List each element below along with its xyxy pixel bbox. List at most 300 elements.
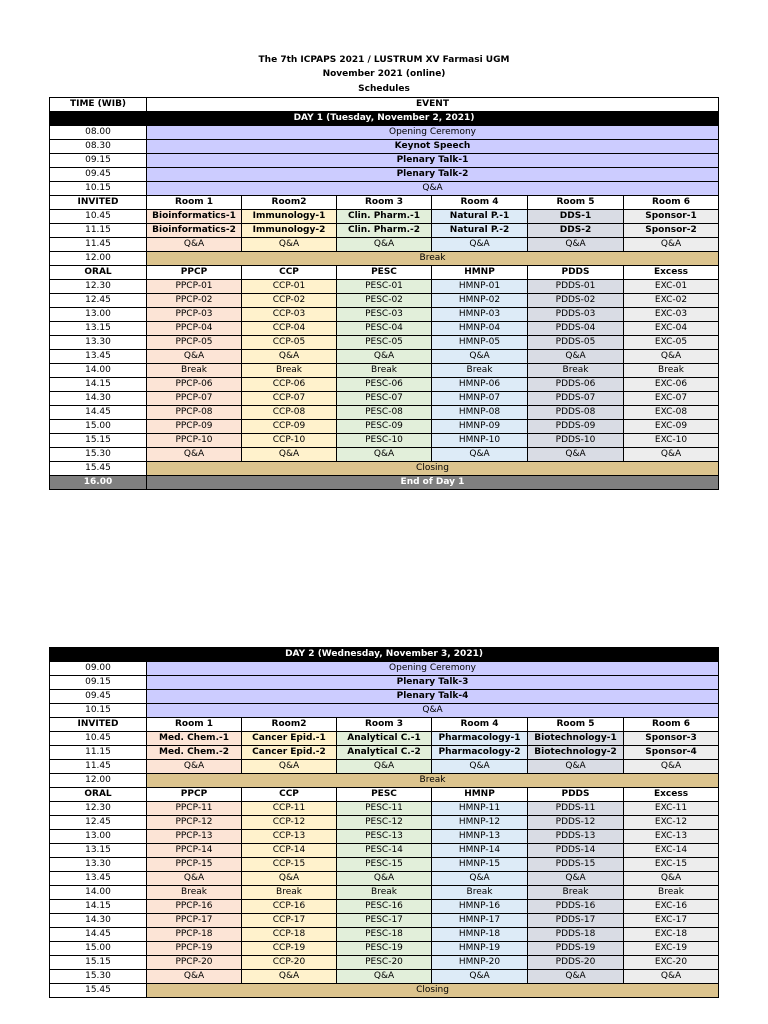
session-cell: HMNP-04 <box>432 322 528 336</box>
session-cell: PESC-01 <box>337 280 432 294</box>
session-cell: PDDS-14 <box>528 844 624 858</box>
session-row <box>50 760 719 774</box>
session-cell: Q&A <box>147 970 242 984</box>
session-cell: PESC-04 <box>337 322 432 336</box>
session-cell: PESC-17 <box>337 914 432 928</box>
session-row <box>50 858 719 872</box>
room-header-cell: PPCP <box>147 266 242 280</box>
session-cell: Q&A <box>432 238 528 252</box>
session-cell: PPCP-17 <box>147 914 242 928</box>
session-cell: PPCP-18 <box>147 928 242 942</box>
session-row <box>50 224 719 238</box>
session-cell: Break <box>624 886 719 900</box>
session-cell: CCP-16 <box>242 900 337 914</box>
session-cell: Break <box>337 364 432 378</box>
session-cell: Q&A <box>147 448 242 462</box>
time-cell: 12.30 <box>50 802 147 816</box>
session-cell: PPCP-13 <box>147 830 242 844</box>
day1-schedule-table <box>49 97 719 490</box>
session-cell: Q&A <box>432 760 528 774</box>
time-cell: 15.15 <box>50 956 147 970</box>
session-row <box>50 378 719 392</box>
session-cell: CCP-06 <box>242 378 337 392</box>
session-cell: PESC-05 <box>337 336 432 350</box>
time-cell: 13.00 <box>50 308 147 322</box>
time-cell: 10.45 <box>50 732 147 746</box>
session-cell: PPCP-09 <box>147 420 242 434</box>
room-header-cell: HMNP <box>432 266 528 280</box>
session-cell: PDDS-12 <box>528 816 624 830</box>
session-cell: EXC-07 <box>624 392 719 406</box>
session-cell: PESC-12 <box>337 816 432 830</box>
session-row <box>50 336 719 350</box>
session-cell: HMNP-17 <box>432 914 528 928</box>
session-cell: CCP-03 <box>242 308 337 322</box>
time-cell: 15.45 <box>50 462 147 476</box>
time-cell: 13.00 <box>50 830 147 844</box>
session-cell: Break <box>147 886 242 900</box>
session-header-row <box>50 266 719 280</box>
session-cell: HMNP-09 <box>432 420 528 434</box>
session-cell: Q&A <box>528 238 624 252</box>
session-row <box>50 434 719 448</box>
session-cell: CCP-12 <box>242 816 337 830</box>
session-cell: PDDS-05 <box>528 336 624 350</box>
time-cell: 15.15 <box>50 434 147 448</box>
session-cell: PESC-20 <box>337 956 432 970</box>
session-cell: PDDS-06 <box>528 378 624 392</box>
session-cell: PPCP-19 <box>147 942 242 956</box>
room-header-cell: Room2 <box>242 196 337 210</box>
session-cell: PESC-11 <box>337 802 432 816</box>
session-cell: EXC-19 <box>624 942 719 956</box>
session-cell: CCP-20 <box>242 956 337 970</box>
break-row <box>50 774 719 788</box>
plenary-row <box>50 662 719 676</box>
session-cell: PPCP-02 <box>147 294 242 308</box>
event-cell: Plenary Talk-3 <box>147 676 719 690</box>
room-header-cell: Room 6 <box>624 196 719 210</box>
session-cell: Break <box>528 364 624 378</box>
session-cell: Med. Chem.-2 <box>147 746 242 760</box>
time-cell: 15.30 <box>50 448 147 462</box>
session-row <box>50 844 719 858</box>
session-row <box>50 956 719 970</box>
room-header-cell: Excess <box>624 788 719 802</box>
time-cell: 11.45 <box>50 760 147 774</box>
session-row <box>50 802 719 816</box>
session-cell: PESC-09 <box>337 420 432 434</box>
session-cell: HMNP-16 <box>432 900 528 914</box>
session-cell: EXC-09 <box>624 420 719 434</box>
document-subtitle: November 2021 (online) <box>322 69 446 79</box>
document-section-label: Schedules <box>358 84 410 94</box>
session-row <box>50 322 719 336</box>
session-cell: EXC-01 <box>624 280 719 294</box>
session-cell: Q&A <box>432 448 528 462</box>
session-cell: PPCP-01 <box>147 280 242 294</box>
time-cell: 14.30 <box>50 914 147 928</box>
session-cell: Break <box>432 886 528 900</box>
session-cell: Bioinformatics-2 <box>147 224 242 238</box>
room-header-cell: Room 3 <box>337 718 432 732</box>
time-cell: 09.00 <box>50 662 147 676</box>
event-cell: Q&A <box>147 704 719 718</box>
time-cell: 15.30 <box>50 970 147 984</box>
session-cell: CCP-19 <box>242 942 337 956</box>
session-cell: Pharmacology-1 <box>432 732 528 746</box>
session-cell: Q&A <box>624 238 719 252</box>
session-cell: Q&A <box>337 350 432 364</box>
time-cell: 10.15 <box>50 182 147 196</box>
session-cell: EXC-18 <box>624 928 719 942</box>
session-cell: HMNP-12 <box>432 816 528 830</box>
time-cell: 13.45 <box>50 350 147 364</box>
session-cell: PPCP-12 <box>147 816 242 830</box>
session-row <box>50 928 719 942</box>
session-cell: EXC-05 <box>624 336 719 350</box>
session-type-label: INVITED <box>50 718 147 732</box>
session-cell: PDDS-07 <box>528 392 624 406</box>
session-cell: DDS-2 <box>528 224 624 238</box>
session-cell: Q&A <box>337 872 432 886</box>
session-row <box>50 970 719 984</box>
event-cell: Opening Ceremony <box>147 662 719 676</box>
session-cell: Analytical C.-2 <box>337 746 432 760</box>
session-cell: Biotechnology-2 <box>528 746 624 760</box>
session-cell: EXC-04 <box>624 322 719 336</box>
break-cell: Break <box>147 774 719 788</box>
session-cell: HMNP-15 <box>432 858 528 872</box>
session-cell: EXC-03 <box>624 308 719 322</box>
session-cell: HMNP-01 <box>432 280 528 294</box>
session-cell: Sponsor-4 <box>624 746 719 760</box>
session-cell: Natural P.-1 <box>432 210 528 224</box>
session-row <box>50 210 719 224</box>
room-header-cell: Room2 <box>242 718 337 732</box>
time-cell: 14.45 <box>50 406 147 420</box>
session-cell: HMNP-14 <box>432 844 528 858</box>
session-row <box>50 294 719 308</box>
break-row <box>50 252 719 266</box>
session-cell: PDDS-15 <box>528 858 624 872</box>
session-cell: Q&A <box>528 350 624 364</box>
session-cell: Break <box>242 886 337 900</box>
session-cell: Sponsor-2 <box>624 224 719 238</box>
session-cell: HMNP-06 <box>432 378 528 392</box>
plenary-row <box>50 168 719 182</box>
time-cell: 13.15 <box>50 844 147 858</box>
session-cell: Q&A <box>242 970 337 984</box>
room-header-cell: Room 4 <box>432 196 528 210</box>
session-cell: Sponsor-3 <box>624 732 719 746</box>
time-cell: 11.15 <box>50 224 147 238</box>
session-cell: EXC-11 <box>624 802 719 816</box>
time-cell: 09.45 <box>50 690 147 704</box>
session-cell: CCP-04 <box>242 322 337 336</box>
session-cell: PPCP-05 <box>147 336 242 350</box>
session-cell: PESC-08 <box>337 406 432 420</box>
room-header-cell: PESC <box>337 266 432 280</box>
plenary-row <box>50 154 719 168</box>
session-cell: HMNP-11 <box>432 802 528 816</box>
session-cell: PDDS-08 <box>528 406 624 420</box>
session-cell: PDDS-03 <box>528 308 624 322</box>
session-cell: Q&A <box>147 238 242 252</box>
session-cell: Q&A <box>624 872 719 886</box>
session-cell: EXC-12 <box>624 816 719 830</box>
time-cell: 13.15 <box>50 322 147 336</box>
session-cell: Q&A <box>528 970 624 984</box>
session-cell: PDDS-18 <box>528 928 624 942</box>
session-cell: Q&A <box>337 448 432 462</box>
session-cell: Q&A <box>432 970 528 984</box>
session-cell: PDDS-20 <box>528 956 624 970</box>
session-cell: Med. Chem.-1 <box>147 732 242 746</box>
column-header-row <box>50 98 719 112</box>
day-title-row <box>50 112 719 126</box>
break-cell: Closing <box>147 984 719 998</box>
time-cell: 14.45 <box>50 928 147 942</box>
day-title: DAY 2 (Wednesday, November 3, 2021) <box>50 648 719 662</box>
session-cell: PDDS-01 <box>528 280 624 294</box>
time-cell: 14.15 <box>50 900 147 914</box>
break-row <box>50 462 719 476</box>
session-cell: CCP-14 <box>242 844 337 858</box>
session-row <box>50 238 719 252</box>
session-cell: Natural P.-2 <box>432 224 528 238</box>
time-cell: 12.45 <box>50 816 147 830</box>
session-cell: Q&A <box>337 238 432 252</box>
day-title: DAY 1 (Tuesday, November 2, 2021) <box>50 112 719 126</box>
event-column-header: EVENT <box>147 98 719 112</box>
time-cell: 15.00 <box>50 942 147 956</box>
plenary-row <box>50 676 719 690</box>
plenary-row <box>50 690 719 704</box>
session-cell: PPCP-04 <box>147 322 242 336</box>
session-cell: PESC-14 <box>337 844 432 858</box>
time-cell: 13.30 <box>50 336 147 350</box>
event-cell: Plenary Talk-4 <box>147 690 719 704</box>
session-cell: CCP-11 <box>242 802 337 816</box>
session-cell: HMNP-08 <box>432 406 528 420</box>
time-cell: 10.15 <box>50 704 147 718</box>
session-cell: PPCP-16 <box>147 900 242 914</box>
session-cell: PESC-07 <box>337 392 432 406</box>
session-type-label: ORAL <box>50 788 147 802</box>
session-cell: Q&A <box>242 760 337 774</box>
session-row <box>50 392 719 406</box>
session-cell: PESC-18 <box>337 928 432 942</box>
session-cell: HMNP-10 <box>432 434 528 448</box>
session-cell: Q&A <box>242 350 337 364</box>
session-cell: Q&A <box>432 350 528 364</box>
room-header-cell: PESC <box>337 788 432 802</box>
session-cell: Q&A <box>337 760 432 774</box>
session-cell: HMNP-02 <box>432 294 528 308</box>
session-row <box>50 830 719 844</box>
session-cell: Q&A <box>432 872 528 886</box>
session-cell: Clin. Pharm.-2 <box>337 224 432 238</box>
session-cell: Q&A <box>147 872 242 886</box>
session-cell: Q&A <box>147 760 242 774</box>
session-cell: HMNP-18 <box>432 928 528 942</box>
session-cell: PPCP-08 <box>147 406 242 420</box>
time-cell: 12.00 <box>50 774 147 788</box>
session-cell: Break <box>624 364 719 378</box>
session-cell: DDS-1 <box>528 210 624 224</box>
day2-schedule-table <box>49 647 719 998</box>
room-header-cell: PDDS <box>528 266 624 280</box>
session-cell: PESC-02 <box>337 294 432 308</box>
session-row <box>50 886 719 900</box>
session-cell: PPCP-07 <box>147 392 242 406</box>
session-cell: PPCP-10 <box>147 434 242 448</box>
time-column-header: TIME (WIB) <box>50 98 147 112</box>
session-cell: Q&A <box>624 970 719 984</box>
break-cell: Break <box>147 252 719 266</box>
time-cell: 12.00 <box>50 252 147 266</box>
session-cell: CCP-01 <box>242 280 337 294</box>
time-cell: 14.15 <box>50 378 147 392</box>
event-cell: Plenary Talk-2 <box>147 168 719 182</box>
session-cell: CCP-18 <box>242 928 337 942</box>
room-header-cell: Room 6 <box>624 718 719 732</box>
time-cell: 14.00 <box>50 364 147 378</box>
session-cell: Break <box>337 886 432 900</box>
time-cell: 14.30 <box>50 392 147 406</box>
session-cell: EXC-10 <box>624 434 719 448</box>
session-cell: Cancer Epid.-2 <box>242 746 337 760</box>
session-cell: HMNP-07 <box>432 392 528 406</box>
session-cell: Biotechnology-1 <box>528 732 624 746</box>
session-cell: Break <box>147 364 242 378</box>
session-cell: EXC-08 <box>624 406 719 420</box>
session-header-row <box>50 788 719 802</box>
session-cell: Immunology-1 <box>242 210 337 224</box>
session-cell: CCP-13 <box>242 830 337 844</box>
end-of-day-row <box>50 476 719 490</box>
session-cell: PESC-03 <box>337 308 432 322</box>
session-cell: PESC-13 <box>337 830 432 844</box>
session-cell: Q&A <box>242 872 337 886</box>
time-cell: 08.00 <box>50 126 147 140</box>
session-cell: PDDS-11 <box>528 802 624 816</box>
session-cell: EXC-17 <box>624 914 719 928</box>
session-cell: PPCP-11 <box>147 802 242 816</box>
session-cell: Pharmacology-2 <box>432 746 528 760</box>
break-cell: Closing <box>147 462 719 476</box>
plenary-row <box>50 126 719 140</box>
session-cell: PDDS-02 <box>528 294 624 308</box>
session-cell: EXC-02 <box>624 294 719 308</box>
session-cell: PDDS-19 <box>528 942 624 956</box>
session-cell: PPCP-20 <box>147 956 242 970</box>
session-cell: Sponsor-1 <box>624 210 719 224</box>
event-cell: Opening Ceremony <box>147 126 719 140</box>
session-cell: EXC-16 <box>624 900 719 914</box>
time-cell: 12.30 <box>50 280 147 294</box>
session-row <box>50 448 719 462</box>
session-cell: PESC-06 <box>337 378 432 392</box>
session-row <box>50 308 719 322</box>
session-type-label: INVITED <box>50 196 147 210</box>
room-header-cell: CCP <box>242 788 337 802</box>
session-header-row <box>50 196 719 210</box>
session-cell: Q&A <box>624 350 719 364</box>
session-cell: PPCP-06 <box>147 378 242 392</box>
time-cell: 15.45 <box>50 984 147 998</box>
session-row <box>50 872 719 886</box>
session-cell: CCP-17 <box>242 914 337 928</box>
session-cell: PPCP-14 <box>147 844 242 858</box>
session-cell: CCP-07 <box>242 392 337 406</box>
room-header-cell: CCP <box>242 266 337 280</box>
session-cell: PESC-19 <box>337 942 432 956</box>
time-cell: 13.30 <box>50 858 147 872</box>
plenary-row <box>50 140 719 154</box>
session-row <box>50 914 719 928</box>
session-cell: Q&A <box>147 350 242 364</box>
room-header-cell: Room 5 <box>528 718 624 732</box>
session-cell: Cancer Epid.-1 <box>242 732 337 746</box>
time-cell: 13.45 <box>50 872 147 886</box>
time-cell: 14.00 <box>50 886 147 900</box>
session-cell: HMNP-13 <box>432 830 528 844</box>
session-cell: Q&A <box>624 448 719 462</box>
session-cell: PDDS-13 <box>528 830 624 844</box>
time-cell: 15.00 <box>50 420 147 434</box>
room-header-cell: Room 1 <box>147 718 242 732</box>
session-cell: EXC-13 <box>624 830 719 844</box>
session-cell: Q&A <box>528 760 624 774</box>
session-cell: HMNP-03 <box>432 308 528 322</box>
session-cell: Q&A <box>528 872 624 886</box>
session-cell: CCP-08 <box>242 406 337 420</box>
session-cell: HMNP-05 <box>432 336 528 350</box>
session-row <box>50 406 719 420</box>
session-row <box>50 364 719 378</box>
session-cell: Q&A <box>528 448 624 462</box>
session-row <box>50 350 719 364</box>
session-row <box>50 732 719 746</box>
session-row <box>50 420 719 434</box>
plenary-row <box>50 182 719 196</box>
session-cell: Break <box>432 364 528 378</box>
session-cell: CCP-09 <box>242 420 337 434</box>
room-header-cell: HMNP <box>432 788 528 802</box>
session-cell: PPCP-03 <box>147 308 242 322</box>
day-title-row <box>50 648 719 662</box>
session-cell: CCP-02 <box>242 294 337 308</box>
session-cell: PDDS-17 <box>528 914 624 928</box>
session-row <box>50 746 719 760</box>
time-cell: 09.15 <box>50 154 147 168</box>
room-header-cell: Excess <box>624 266 719 280</box>
session-cell: PDDS-04 <box>528 322 624 336</box>
session-cell: Q&A <box>337 970 432 984</box>
session-cell: Analytical C.-1 <box>337 732 432 746</box>
session-row <box>50 942 719 956</box>
session-cell: Q&A <box>624 760 719 774</box>
session-cell: Q&A <box>242 238 337 252</box>
session-cell: PESC-16 <box>337 900 432 914</box>
time-cell: 09.15 <box>50 676 147 690</box>
time-cell: 11.45 <box>50 238 147 252</box>
document-title: The 7th ICPAPS 2021 / LUSTRUM XV Farmasi UGM <box>258 55 510 65</box>
session-cell: CCP-05 <box>242 336 337 350</box>
session-cell: PPCP-15 <box>147 858 242 872</box>
